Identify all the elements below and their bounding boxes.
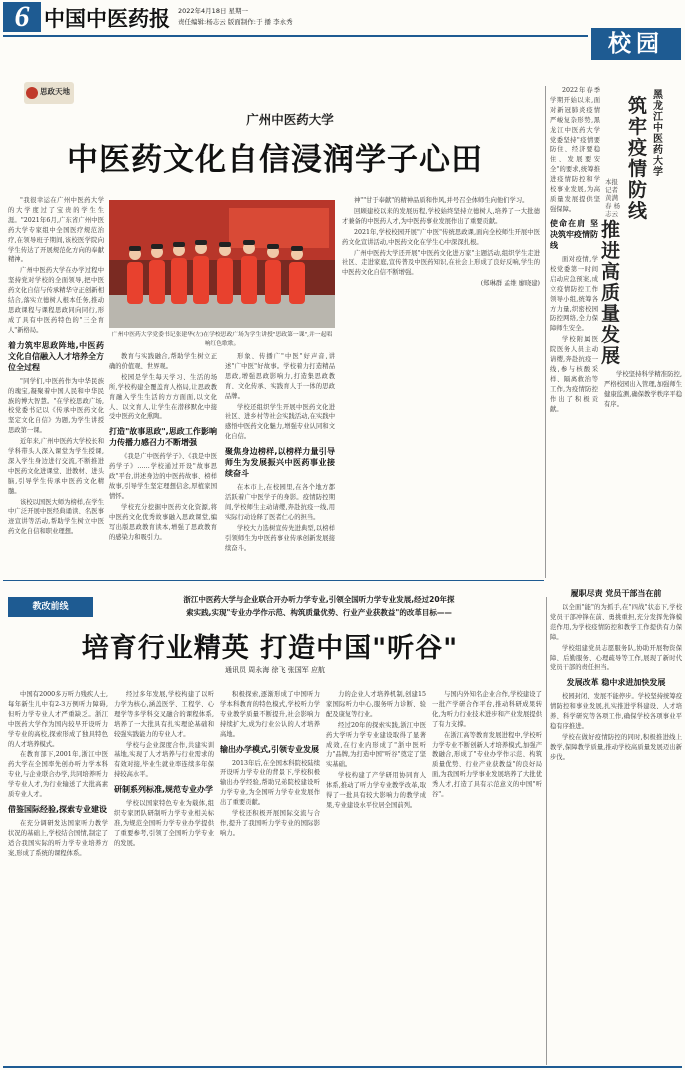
top-col-2: [109, 352, 217, 578]
masthead-logo: 中国中医药报: [44, 6, 170, 31]
right-col-a: [550, 214, 598, 578]
paragraph: 力的企业人才培养机制,创建15家国际听力中心,服务听力诊断、验配及康复等行业。: [326, 691, 426, 718]
bottom-headline: 培育行业精英 打造中国"听谷": [81, 633, 459, 664]
paragraph: 学校与企业深度合作,共建实训基地,实现了人才培养与行业需求的有效对接,毕业生就业率连续多年保持较高水平。: [114, 741, 214, 779]
subheading: 打造"故事思政",思政工作影响力传播力感召力不断增强: [109, 427, 217, 448]
paragraph: "同学们,中医药作为中华民族的瑰宝,凝聚着中国人民和中华民族的博大智慧。"在学校思政广场,校党委书记以《传承中医药文化 坚定文化自信》为题,为学生讲授思政第一课。: [8, 377, 104, 435]
bottom-kicker: [96, 593, 542, 619]
paragraph: 该校以国医大师为榜样,在学生中广泛开展中医经典诵读、名医事迹宣讲等活动,帮助学生树立中医药文化自信和职业理想。: [8, 498, 104, 536]
right-col-b: [604, 370, 682, 578]
kicker-line: 索实践,实现"专业办学作示范、构筑质量优势、行业产业获教益"的改革目标——: [186, 608, 452, 617]
paragraph: 广州中医药大学还开展"中医药文化进万家"主题活动,组织学生走进社区、走进家庭,宣传普及中医药知识,在社会上形成了良好反响,学生的中医药文化自信不断增强。: [342, 249, 540, 277]
paragraph: 2013年后,在全国本科院校陆续开设听力学专业的背景下,学校积极输出办学经验,帮助兄弟院校建设听力学专业,为全国听力学专业发展作出了重要贡献。: [220, 759, 320, 807]
paragraph: 形象、传播广"中医"好声音,讲述"广中医"好故事。学校着力打造精品思政,增强思政影响力,打造集思政教育、文化传承、实践育人于一体的思政品牌。: [225, 353, 335, 400]
paragraph: 校园是学生每天学习、生活的场所,学校构建全覆盖育人格局,让思政教育融入学生生活的方方面面,以文化人、以文育人,让学生在潜移默化中接受中医药文化熏陶。: [109, 373, 217, 421]
paragraph: 学校构建了产学研用协同育人体系,推动了听力学专业教学改革,取得了一批具有较大影响力的教学成果,专业建设水平位居全国前列。: [326, 772, 426, 809]
paragraph: 学校以国家特色专业为载体,组织专家团队研制听力学专业相关标准,为规范全国听力学专业办学提供了重要参考,引领了全国听力学专业的发展。: [114, 800, 214, 847]
top-col-1: [8, 196, 104, 578]
bottom-col-4: [326, 690, 426, 1064]
date-line: 2022年4月18日 星期一: [178, 7, 249, 15]
right-kicker: 黑龙江中医药大学: [653, 90, 663, 178]
paragraph: 中国有2000多万听力残疾人士,每年新生儿中有2-3万例听力障碍,但听力学专业人才严重缺乏。浙江中医药大学作为国内较早开设听力学专业的高校,探索形成了独具特色的人才培养模式。: [8, 691, 108, 748]
paragraph: 学校充分挖掘中医药文化资源,将中医药文化优秀故事融入思政课堂,编写出版思政教育读本,增强了思政教育的感染力和吸引力。: [109, 503, 217, 541]
paragraph: 学校附属医院医务人员主动请缨,奔赴抗疫一线,参与核酸采样、隔离救治等工作,为疫情防控作出了积极贡献。: [550, 336, 598, 413]
section-label: 校园: [591, 28, 681, 60]
subheading: 研制系列标准,规范专业办学: [114, 785, 214, 795]
paragraph: 面对疫情,学校党委第一时间启动应急预案,成立疫情防控工作领导小组,统筹各方力量,织密校园防控网络,全力保障师生安全。: [550, 256, 598, 333]
paragraph: 以全面"能"的为抓手,在"四战"状态下,学校党员干部冲锋在前、勇挑重担,充分发挥先锋模范作用,为学校疫情防控和教学工作提供有力保障。: [550, 604, 682, 641]
top-col-3: [225, 352, 335, 578]
editor-line: 责任编辑:杨志云 版面制作:于 播 李永秀: [178, 18, 293, 26]
paragraph: 在浙江高等教育发展进程中,学校听力学专业不断创新人才培养模式,加强产教融合,形成了"专业办学作示范、构筑质量优势、行业产业获教益"的良好局面,为我国听力学事业发展培养了大批优秀人才,打造了具有示范意义的中国"听谷"。: [432, 731, 542, 799]
subheading: 借鉴国际经验,探索专业建设: [8, 804, 108, 814]
column-divider: [545, 86, 546, 578]
right-headline-1: 筑牢疫情防线: [628, 95, 648, 222]
subheading: 着力筑牢思政阵地,中医药文化自信融入人才培养全方位全过程: [8, 340, 104, 372]
bottom-col-2: [114, 690, 214, 1064]
subheading: 聚焦身边榜样,以榜样力量引导师生为发展振兴中医药事业接续奋斗: [225, 447, 335, 479]
paragraph: 学校组建党员志愿服务队,协助开展物资保障、后勤服务、心理疏导等工作,展现了新时代党员干部的责任担当。: [550, 644, 682, 672]
column-divider: [546, 597, 547, 1065]
right-headline-2: 推进高质量发展: [601, 219, 621, 367]
subheading: 发展改革 稳中求进加快发展: [566, 678, 666, 688]
paragraph: 2022年春季学期开始以来,面对新冠肺炎疫情严峻复杂形势,黑龙江中医药大学党委坚持"疫情要防住、经济要稳住、发展要安全"的要求,统筹推进疫情防控和学校事业发展,为高质量发展提供坚强保障。: [550, 87, 600, 212]
section-divider: [3, 580, 544, 581]
bottom-byline: 通讯员 周永海 徐飞 张国军 应航: [225, 666, 325, 674]
paragraph: 在充分调研发达国家听力教学状况的基础上,学校结合国情,制定了适合我国实际的听力学专业培养方案,形成了系统的课程体系。: [8, 819, 108, 857]
right-intro: [550, 86, 600, 212]
paragraph: 广州中医药大学在办学过程中坚持党对学校的全面领导,把中医药文化自信与传承精华守正创新相结合,落实立德树人根本任务,推动思政课程与课程思政同向同行,形成了具有中医药特色的"三全育人"新格局。: [8, 267, 104, 334]
header-rule: [3, 35, 588, 37]
subheading: 履职尽责 党员干部当在前: [570, 589, 662, 598]
paragraph: 在本市上,在校园里,在各个地方都活跃着广中医学子的身影。疫情防控期间,学校师生主动请缨,奔赴抗疫一线,用实际行动诠释了医者仁心的担当。: [225, 484, 335, 521]
top-headline: 中医药文化自信浸润学子心田: [67, 142, 483, 178]
paragraph: 校园封闭、发展不能停步。学校坚持统筹疫情防控和事业发展,扎实推进学科建设、人才培养、科学研究等各项工作,确保学校各项事业平稳有序推进。: [550, 693, 682, 731]
subheading: 输出办学模式,引领专业发展: [220, 744, 320, 754]
footer-rule: [3, 1066, 682, 1068]
header-info: [178, 6, 293, 28]
column-badge-label: 思政天地: [40, 87, 70, 96]
top-kicker: 广州中医药大学: [246, 112, 334, 127]
paragraph: 学校还组织学生开展中医药文化进社区、进乡村等社会实践活动,在实践中感悟中医药文化魅力,增强专业认同和文化自信。: [225, 403, 335, 441]
paragraph: 回顾建校以来的发展历程,学校始终坚持立德树人,培养了一大批德才兼备的中医药人才,为中医药事业发展作出了重要贡献。: [342, 207, 540, 225]
column-tag: 教改前线: [8, 597, 93, 617]
paragraph: 学校还积极开展国际交流与合作,提升了我国听力学专业的国际影响力。: [220, 810, 320, 837]
top-col-4: [342, 196, 540, 578]
paragraph: 学校在做好疫情防控的同时,积极推进线上教学,保障教学质量,推动学校高质量发展迈出新步伐。: [550, 733, 682, 761]
paragraph: 在教育部下,2001年,浙江中医药大学在全国率先创办听力学本科专业,与企业联合办学,共同培养听力学专业人才,为行业输送了大批高素质专业人才。: [8, 751, 108, 799]
bottom-col-5: [432, 690, 542, 1064]
author-line: (郑琳群 孟维 廖晓建): [480, 280, 540, 288]
paragraph: "我很幸运在广州中医药大学的大学度过了宝贵的学生生涯。"2021年6月,广东省广州中医药大学专家组中全国医疗规范治疗,在领导班子期间,该校医学院向学生传达了开展规范化方向的奉献精神。: [8, 197, 104, 264]
photo-caption: 广州中医药大学党委书记张建华(左)在学校思政广场为学生讲授"思政第一课",并一起唱响红色歌歌。: [111, 332, 333, 347]
paragraph: 经过20年的探索实践,浙江中医药大学听力学专业建设取得了显著成效,在行业内形成了"浙中医听力"品牌,为打造中国"听谷"奠定了坚实基础。: [326, 721, 426, 769]
right-byline: 本报记者 黄满春 杨志云: [605, 178, 621, 218]
bottom-col-1: [8, 690, 108, 1064]
paragraph: 学校大力选树宣传先进典型,以榜样引领师生为中医药事业传承创新发展接续奋斗。: [225, 524, 335, 552]
subheading: 使命在肩 坚决筑牢疫情防线: [550, 219, 598, 250]
paragraph: 神""甘于奉献"的精神品质和作风,并号召全体师生向他们学习。: [354, 197, 529, 204]
bottom-col-3: [220, 690, 320, 1064]
page-number: 6: [3, 2, 41, 32]
paragraph: 经过多年发展,学校构建了以听力学为核心,涵盖医学、工程学、心理学等多学科交叉融合的课程体系,培养了一大批具有扎实理论基础和较强实践能力的专业人才。: [114, 691, 214, 738]
paragraph: 学校坚持科学精准防控,严格校园出入管理,加强师生健康监测,确保教学秩序平稳有序。: [604, 371, 682, 408]
group-photo: [109, 200, 335, 328]
kicker-line: 浙江中医药大学与企业联合开办听力学专业,引领全国听力学专业发展,经过20年探: [183, 595, 455, 604]
paragraph: 与国内外知名企业合作,学校建设了一批产学研合作平台,推动科研成果转化,为听力行业技术进步和产业发展提供了有力支撑。: [432, 691, 542, 728]
right-col-c: [550, 584, 682, 1064]
paragraph: 2021年,学校校园开展"广中医"传统思政课,面向全校师生开展中医药文化宣讲活动,中医药文化在学生心中深深扎根。: [342, 228, 540, 246]
paragraph: 近年来,广州中医药大学校长和学科带头人深入课堂为学生授课,深入学生身边进行交流,不断推进中医药文化进课堂、进教材、进头脑,引导学生传承中医药文化精髓。: [8, 438, 104, 495]
paragraph: 积极探索,逐渐形成了中国听力学本科教育的特色模式,学校听力学专业教学质量不断提升,社会影响力持续扩大,成为行业公认的人才培养高地。: [220, 691, 320, 738]
paragraph: 《我是广中医药学子》、《我是中医药学子》……学校通过开设"故事思政"平台,讲述身边的中医药故事、榜样故事,引导学生坚定理想信念,厚植家国情怀。: [109, 453, 217, 500]
paragraph: 教育与实践融合,帮助学生树立正确的价值观、世界观。: [109, 353, 217, 370]
